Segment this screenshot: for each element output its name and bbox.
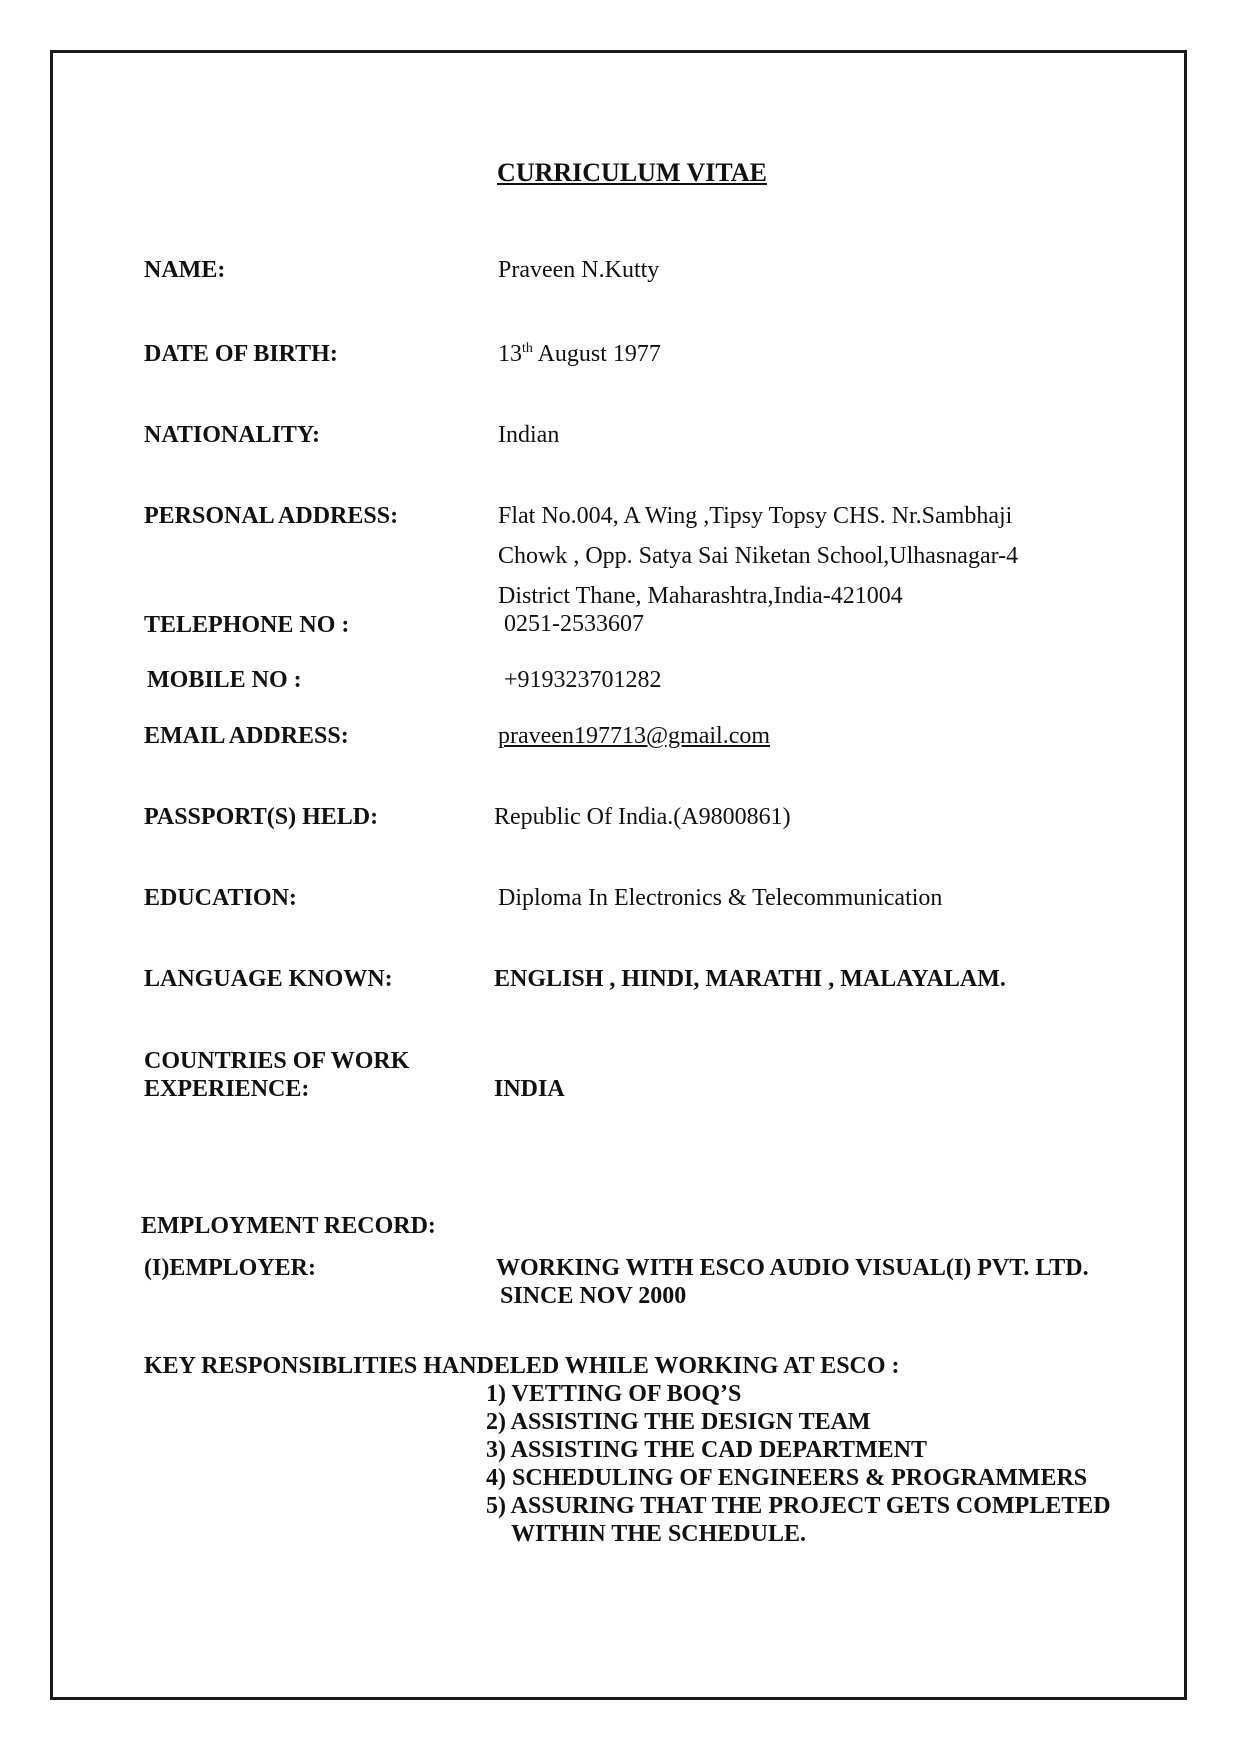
mobile-value: +919323701282 (504, 667, 662, 693)
education-value: Diploma In Electronics & Telecommunication (498, 885, 943, 911)
countries-value: INDIA (494, 1076, 565, 1102)
countries-label: COUNTRIES OF WORK (144, 1048, 410, 1074)
languages-label: LANGUAGE KNOWN: (144, 966, 393, 992)
mobile-label: MOBILE NO : (147, 667, 302, 693)
telephone-label: TELEPHONE NO : (144, 612, 350, 638)
education-label: EDUCATION: (144, 885, 297, 911)
telephone-value: 0251-2533607 (504, 611, 644, 637)
dob-label: DATE OF BIRTH: (144, 341, 338, 367)
employer-label: (I)EMPLOYER: (144, 1255, 316, 1281)
dob-value (498, 340, 661, 368)
email-label: EMAIL ADDRESS: (144, 723, 349, 749)
list-item: 2) ASSISTING THE DESIGN TEAM (486, 1409, 871, 1435)
nationality-label: NATIONALITY: (144, 422, 321, 448)
list-item: 3) ASSISTING THE CAD DEPARTMENT (486, 1437, 928, 1463)
name-value: Praveen N.Kutty (498, 257, 660, 283)
name-label: NAME: (144, 257, 226, 283)
employer-since: SINCE NOV 2000 (500, 1283, 687, 1309)
list-item-continuation: WITHIN THE SCHEDULE. (511, 1521, 806, 1547)
employer-value: WORKING WITH ESCO AUDIO VISUAL(I) PVT. LTD. (496, 1255, 1089, 1281)
passport-label: PASSPORT(S) HELD: (144, 804, 379, 830)
dob-day: 13 (498, 341, 522, 367)
employment-heading: EMPLOYMENT RECORD: (141, 1213, 436, 1239)
list-item: 1) VETTING OF BOQ’S (486, 1381, 742, 1407)
address-line: District Thane, Maharashtra,India-421004 (498, 583, 903, 609)
email-link[interactable]: praveen197713@gmail.com (498, 723, 771, 749)
dob-day-suffix: th (522, 341, 533, 356)
passport-value: Republic Of India.(A9800861) (494, 804, 791, 830)
languages-value: ENGLISH , HINDI, MARATHI , MALAYALAM. (494, 966, 1006, 992)
nationality-value: Indian (498, 422, 560, 448)
address-line: Flat No.004, A Wing ,Tipsy Topsy CHS. Nr.Sambhaji (498, 503, 1013, 529)
dob-rest: August 1977 (532, 341, 661, 367)
address-label: PERSONAL ADDRESS: (144, 503, 399, 529)
list-item: 4) SCHEDULING OF ENGINEERS & PROGRAMMERS (486, 1465, 1088, 1491)
address-line: Chowk , Opp. Satya Sai Niketan School,Ulhasnagar-4 (498, 543, 1019, 569)
list-item: 5) ASSURING THAT THE PROJECT GETS COMPLETED (486, 1493, 1111, 1519)
page-title: CURRICULUM VITAE (497, 158, 767, 187)
countries-label: EXPERIENCE: (144, 1076, 310, 1102)
responsibilities-heading: KEY RESPONSIBLITIES HANDELED WHILE WORKING AT ESCO : (144, 1353, 900, 1379)
